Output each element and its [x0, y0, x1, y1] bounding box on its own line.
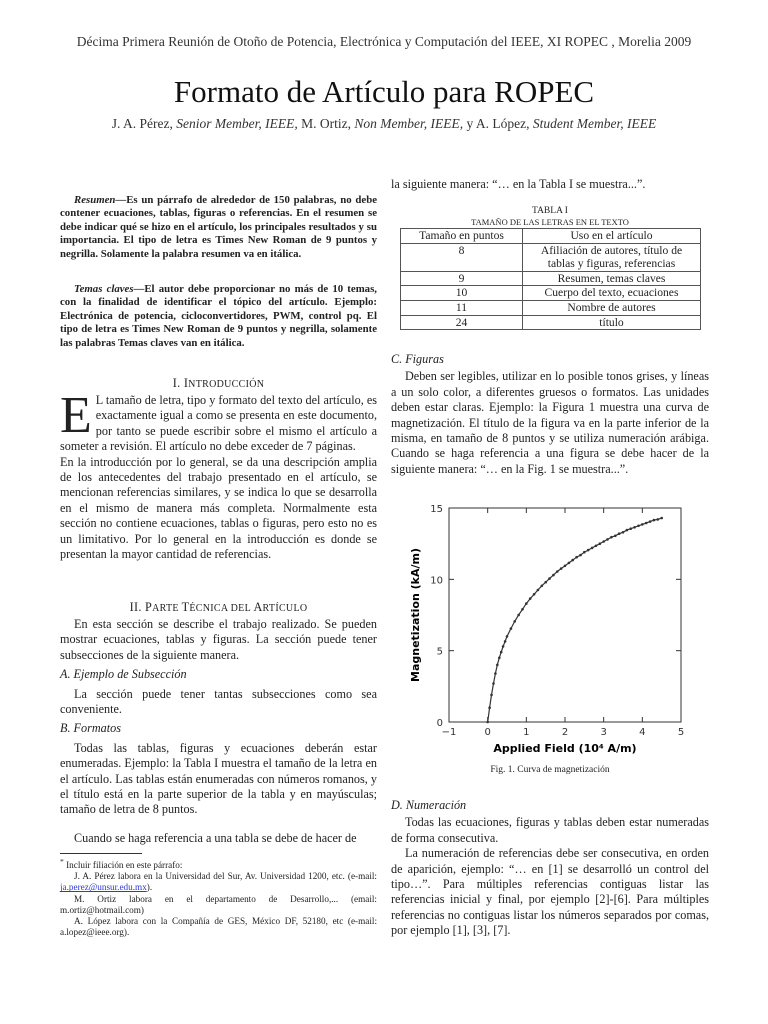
- data-point: [537, 589, 540, 592]
- keywords-text: —El autor debe proporcionar no más de 10 temas, con la finalidad de identificar el tópico del artículo. Ejemplo: Electrónica de potencia, cicloconvertidores, PWM, control pq. El tipo de letra es Times New Roman de 9 puntos y negrilla, solamente las palabras Temas claves van en itálica.: [60, 283, 377, 349]
- abstract-text: —Es un párrafo de alrededor de 150 palabras, no debe contener ecuaciones, tablas, figuras o referencias. En el resumen se debe indicar qué se hizo en el artículo, los principales resultados y su importancia. El tipo de letra es Times New Roman de 9 puntos y negrilla. Solamente la palabra resumen va en itálica.: [60, 194, 377, 260]
- data-point: [513, 620, 516, 623]
- data-point: [629, 527, 632, 530]
- data-point: [587, 549, 590, 552]
- data-point: [579, 554, 582, 557]
- data-point: [510, 627, 513, 630]
- data-point: [641, 523, 644, 526]
- conference-header: Décima Primera Reunión de Otoño de Potencia, Electrónica y Computación del IEEE, XI ROPEC , Morelia 2009: [76, 34, 692, 49]
- subsection-c-title: C. Figuras: [391, 352, 444, 366]
- author-1: J. A. Pérez,: [111, 116, 173, 131]
- table-header-cell: Uso en el artículo: [523, 229, 701, 244]
- y-tick-label: 5: [436, 646, 443, 658]
- data-point: [649, 520, 652, 523]
- data-point: [575, 556, 578, 559]
- subsection-b-text-2: Cuando se haga referencia a una tabla se debe de hacer de: [74, 830, 357, 845]
- data-point: [645, 522, 648, 525]
- data-point: [529, 597, 532, 600]
- x-axis-label: Applied Field (10⁴ A/m): [493, 742, 637, 755]
- footnote-rule: [60, 853, 142, 854]
- x-tick-label: 3: [600, 727, 607, 738]
- y-tick-label: 0: [436, 718, 443, 729]
- data-point: [533, 593, 536, 596]
- table-header-row: [401, 229, 701, 244]
- data-point: [500, 651, 503, 654]
- data-point: [525, 602, 528, 605]
- keywords: [60, 283, 377, 350]
- table-row: [401, 271, 701, 286]
- table-cell: Afiliación de autores, título de tablas y figuras, referencias: [523, 243, 701, 271]
- data-point: [618, 532, 621, 535]
- author-3: y A. López,: [466, 116, 530, 131]
- subsection-b-text: Todas las tablas, figuras y ecuaciones deberán estar enumeradas. Ejemplo: la Tabla I muestra el tamaño de la letra en el artículo. Las tablas están enumeradas con números romanos, y el título está en la parte superior de la tabla y en mayúsculas; tamaño de letra de 8 puntos.: [60, 740, 377, 817]
- data-point: [498, 657, 501, 660]
- plot-frame: [449, 508, 681, 722]
- data-point: [504, 640, 507, 643]
- data-point: [599, 542, 602, 545]
- table-label: TABLA I: [532, 206, 568, 216]
- table-cell: título: [523, 315, 701, 330]
- subsection-d-paragraph-1: Todas las ecuaciones, figuras y tablas deben estar numeradas de forma consecutiva.: [391, 815, 709, 845]
- table-row: [401, 300, 701, 315]
- data-point: [626, 529, 629, 532]
- table-row: [401, 286, 701, 301]
- table-cell: 24: [401, 315, 523, 330]
- data-point: [544, 581, 547, 584]
- data-point: [552, 574, 555, 577]
- data-point: [556, 570, 559, 573]
- intro-paragraph-2: En la introducción por lo general, se da una descripción amplia de los antecedentes del trabajo presentado en el artículo, se mencionan referencias similares, y se indica lo que se desarrolla en el mismo de manera más completa. Normalmente esta sección no contiene ecuaciones, tablas o figuras, pero esto no es un limitativo. Por lo general en la introducción es donde se presentan la mayor cantidad de referencias.: [60, 454, 377, 562]
- author-3-role: Student Member, IEEE: [532, 116, 657, 131]
- footnote-line-4: A. López labora con la Compañía de GES, México DF, 52180, etc (e-mail: a.lopez@ieee.org).: [60, 916, 377, 938]
- footnote-line-3: M. Ortiz labora en el departamento de Desarrollo,... (email: m.ortiz@hotmail.com): [60, 893, 377, 915]
- magnetization-line: [488, 518, 662, 722]
- table-cell: 9: [401, 271, 523, 286]
- data-point: [564, 565, 567, 568]
- table-row: [401, 243, 701, 271]
- y-tick-label: 15: [430, 504, 443, 515]
- magnetization-chart: [405, 496, 705, 758]
- data-point: [506, 635, 509, 638]
- data-point: [548, 577, 551, 580]
- author-2: M. Ortiz,: [301, 116, 351, 131]
- subsection-d-title: D. Numeración: [391, 798, 467, 812]
- table-cell: 11: [401, 300, 523, 315]
- table-cell: 8: [401, 243, 523, 271]
- subsection-b-title: B. Formatos: [60, 721, 121, 736]
- data-point: [560, 567, 563, 570]
- data-point: [610, 536, 613, 539]
- x-tick-label: 2: [561, 727, 569, 738]
- data-point: [622, 531, 625, 534]
- table-header-cell: Tamaño en puntos: [401, 229, 523, 244]
- table-cell: Cuerpo del texto, ecuaciones: [523, 286, 701, 301]
- x-tick-label: 4: [639, 727, 646, 738]
- footnote: * Incluir filiación en este párrafo: J. A. Pérez labora en la Universidad del Sur, Av. Universidad 1200, etc. (e-mail: ja.perez@unsur.edu.mx). M. Ortiz labora en el departamento de Desarrollo,... (email: m.ortiz@hotmail.com) A. López labora con la Compañía de GES, México DF, 52180, etc (e-mail: a.lopez@ieee.org).: [60, 857, 377, 938]
- data-point: [637, 525, 640, 528]
- keywords-label: Temas claves: [74, 283, 134, 295]
- x-tick-label: −1: [441, 727, 457, 738]
- y-tick-label: 10: [430, 575, 443, 587]
- subsection-c-text: Deben ser legibles, utilizar en lo posible tonos grises, y líneas a un solo color, a diferentes gruesos o formatos. Las unidades deben estar claras. Ejemplo: la Figura 1 muestra una curva de magnetización. El título de la figura va en la parte inferior de la misma, en tamaño de 8 puntos y se utiliza numeración arábiga. Cuando se haga referencia a una figura se debe hacer de la siguiente manera: “… en la Fig. 1 se muestra...”.: [391, 369, 709, 476]
- font-size-table: [400, 228, 701, 330]
- data-point: [521, 608, 524, 611]
- data-point: [591, 547, 594, 550]
- data-point: [614, 535, 617, 538]
- abstract-label: Resumen: [74, 194, 116, 206]
- data-point: [633, 526, 636, 529]
- author-2-role: Non Member, IEEE,: [354, 116, 464, 131]
- section2-body: [60, 617, 377, 846]
- y-axis-label: Magnetization (kA/m): [409, 548, 422, 682]
- abstract: [60, 194, 377, 261]
- table-cell: Nombre de autores: [523, 300, 701, 315]
- intro-paragraph-1: L tamaño de letra, tipo y formato del texto del artículo, es exactamente igual a como se presenta en este documento, por tanto se puede escribir sobre el mismo el artículo a someter a revisión. El artículo no debe exceder de 7 páginas.: [60, 393, 377, 454]
- data-point: [606, 538, 609, 541]
- data-point: [486, 721, 489, 724]
- data-point: [571, 559, 574, 562]
- data-point: [653, 519, 656, 522]
- section2-continuation: la siguiente manera: “… en la Tabla I se muestra...”.: [391, 177, 646, 191]
- subsection-a-text: La sección puede tener tantas subsecciones como sea conveniente.: [60, 686, 377, 717]
- data-point: [488, 706, 491, 709]
- subsection-d-paragraph-2: La numeración de referencias debe ser consecutiva, en orden de aparición, ejemplo: “… en [1] se desarrolló un control del tipo…”. Para múltiples referencias contiguas listar las referencias inicial y final, por ejemplo [2]-[6]. Para múltiples referencias no contiguas listar los números separados por comas, por ejemplo [1], [3], [7].: [391, 846, 709, 938]
- data-point: [517, 614, 520, 617]
- figure-caption: Fig. 1. Curva de magnetización: [490, 765, 610, 775]
- data-point: [492, 682, 495, 685]
- subsection-a-title: A. Ejemplo de Subsección: [60, 667, 187, 682]
- author-line: [0, 116, 768, 132]
- footnote-line-2: J. A. Pérez labora en la Universidad del Sur, Av. Universidad 1200, etc. (e-mail:: [74, 871, 377, 882]
- table-caption: [400, 206, 700, 228]
- data-point: [490, 694, 493, 697]
- data-point: [496, 664, 499, 667]
- table-cell: 10: [401, 286, 523, 301]
- table-cell: Resumen, temas claves: [523, 271, 701, 286]
- data-point: [595, 545, 598, 548]
- data-point: [541, 585, 544, 588]
- section-heading-parte-tecnica: II. PARTE TÉCNICA DEL ARTÍCULO: [129, 600, 308, 614]
- section-heading-introduccion: I. INTRODUCCIÓN: [172, 376, 265, 390]
- email-link[interactable]: ja.perez@unsur.edu.mx: [60, 882, 147, 893]
- section2-paragraph: En esta sección se describe el trabajo realizado. Se pueden mostrar ecuaciones, tablas y figuras. La sección puede tener subsecciones de la siguiente manera.: [60, 617, 377, 662]
- table-title: TAMAÑO DE LAS LETRAS EN EL TEXTO: [471, 217, 629, 227]
- paper-title: Formato de Artículo para ROPEC: [173, 74, 595, 109]
- data-point: [602, 540, 605, 543]
- subsection-d: [391, 798, 709, 939]
- subsection-c: [391, 352, 709, 477]
- x-tick-label: 0: [484, 727, 491, 738]
- data-point: [494, 672, 497, 675]
- table-row: [401, 315, 701, 330]
- data-point: [657, 518, 660, 521]
- data-point: [568, 562, 571, 565]
- x-tick-label: 1: [523, 727, 530, 738]
- x-tick-label: 5: [677, 727, 685, 738]
- data-point: [583, 551, 586, 554]
- drop-cap: E: [60, 387, 92, 444]
- data-point: [660, 517, 663, 520]
- footnote-line-1: Incluir filiación en este párrafo:: [66, 860, 183, 871]
- data-point: [502, 645, 505, 648]
- intro-body: [60, 387, 377, 562]
- author-1-role: Senior Member, IEEE,: [176, 116, 298, 131]
